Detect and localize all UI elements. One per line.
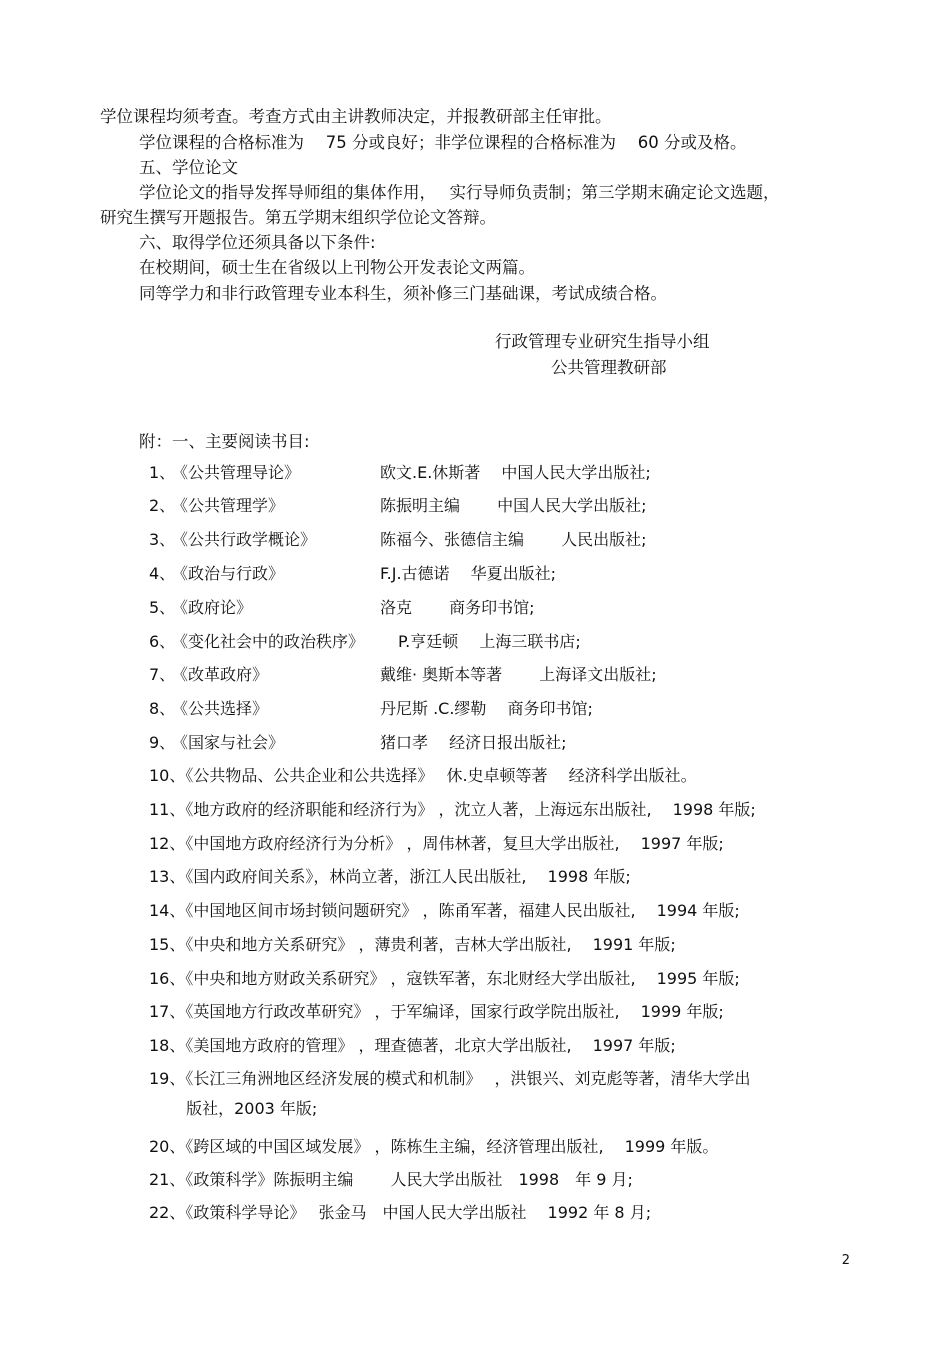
signature-line: 行政管理专业研究生指导小组 — [495, 332, 710, 351]
book-line: 12、《中国地方政府经济行为分析》 ，周伟林著，复旦大学出版社, 1997 年版; — [149, 834, 724, 853]
book-number: 5、 — [149, 598, 176, 617]
paragraph-line: 学位论文的指导发挥导师组的集体作用， 实行导师负责制；第三学期末确定论文选题， — [139, 183, 780, 202]
section-heading: 六、取得学位还须具备以下条件: — [139, 233, 376, 252]
book-title: 《公共管理导论》 — [172, 463, 301, 482]
book-number: 9、 — [149, 733, 176, 752]
book-title: 《改革政府》 — [172, 665, 269, 684]
book-number: 4、 — [149, 564, 176, 583]
paragraph-line: 学位课程均须考查。考查方式由主讲教师决定，并报教研部主任审批。 — [100, 107, 612, 126]
book-title: 《变化社会中的政治秩序》 — [172, 632, 365, 651]
book-number: 8、 — [149, 699, 176, 718]
book-line: 14、《中国地区间市场封锁问题研究》 ，陈甬军著，福建人民出版社, 1994 年版; — [149, 901, 740, 920]
book-info: 欧文.E.休斯著 中国人民大学出版社; — [380, 463, 651, 482]
book-info: 丹尼斯 .C.缪勒 商务印书馆; — [380, 699, 593, 718]
book-info: 陈福今、张德信主编 人民出版社; — [380, 530, 647, 549]
book-line: 18、《美国地方政府的管理》 ，理查德著，北京大学出版社, 1997 年版; — [149, 1036, 676, 1055]
paragraph-line: 学位课程的合格标准为 75 分或良好；非学位课程的合格标准为 60 分或及格。 — [139, 133, 747, 152]
book-title: 《国家与社会》 — [172, 733, 285, 752]
book-title: 《公共管理学》 — [172, 496, 285, 515]
book-number: 3、 — [149, 530, 176, 549]
paragraph-line: 同等学力和非行政管理专业本科生，须补修三门基础课，考试成绩合格。 — [139, 284, 667, 303]
book-line: 19、《长江三角洲地区经济发展的模式和机制》 ，洪银兴、刘克彪等著，清华大学出 — [149, 1069, 751, 1088]
book-info: 洛克 商务印书馆; — [380, 598, 535, 617]
book-line: 17、《英国地方行政改革研究》 ，于军编译，国家行政学院出版社, 1999 年版; — [149, 1002, 724, 1021]
book-number: 7、 — [149, 665, 176, 684]
book-line: 21、《政策科学》陈振明主编 人民大学出版社 1998 年 9 月; — [149, 1170, 633, 1189]
book-line: 13、《国内政府间关系》，林尚立著，浙江人民出版社, 1998 年版; — [149, 867, 631, 886]
page-number: 2 — [841, 1253, 850, 1268]
book-title: 《公共行政学概论》 — [172, 530, 317, 549]
paragraph-line: 研究生撰写开题报告。第五学期末组织学位论文答辩。 — [100, 208, 496, 227]
section-heading: 五、学位论文 — [139, 158, 238, 177]
book-line: 11、《地方政府的经济职能和经济行为》 ，沈立人著，上海远东出版社, 1998 年版; — [149, 800, 756, 819]
book-info: 陈振明主编 中国人民大学出版社; — [380, 496, 647, 515]
book-line: 15、《中央和地方关系研究》 ，薄贵利著，吉林大学出版社, 1991 年版; — [149, 935, 676, 954]
book-number: 2、 — [149, 496, 176, 515]
signature-line: 公共管理教研部 — [551, 358, 667, 377]
appendix-heading: 附：一、主要阅读书目: — [139, 432, 310, 451]
book-line: 22、《政策科学导论》 张金马 中国人民大学出版社 1992 年 8 月; — [149, 1203, 652, 1222]
book-line-continuation: 版社，2003 年版; — [149, 1099, 318, 1118]
book-info: F.J.古德诺 华夏出版社; — [380, 564, 557, 583]
book-info: 戴维· 奥斯本等著 上海译文出版社; — [380, 665, 657, 684]
paragraph-line: 在校期间，硕士生在省级以上刊物公开发表论文两篇。 — [139, 258, 535, 277]
book-info: 猪口孝 经济日报出版社; — [380, 733, 567, 752]
book-info: P.亨廷顿 上海三联书店; — [398, 632, 581, 651]
book-line: 10、《公共物品、公共企业和公共选择》 休.史卓顿等著 经济科学出版社。 — [149, 766, 697, 785]
book-line: 20、《跨区域的中国区域发展》 ，陈栋生主编，经济管理出版社, 1999 年版。 — [149, 1137, 719, 1156]
book-title: 《政治与行政》 — [172, 564, 285, 583]
book-title: 《政府论》 — [172, 598, 253, 617]
book-number: 1、 — [149, 463, 176, 482]
book-title: 《公共选择》 — [172, 699, 269, 718]
book-line: 16、《中央和地方财政关系研究》 ，寇铁军著，东北财经大学出版社, 1995 年版; — [149, 969, 740, 988]
book-number: 6、 — [149, 632, 176, 651]
